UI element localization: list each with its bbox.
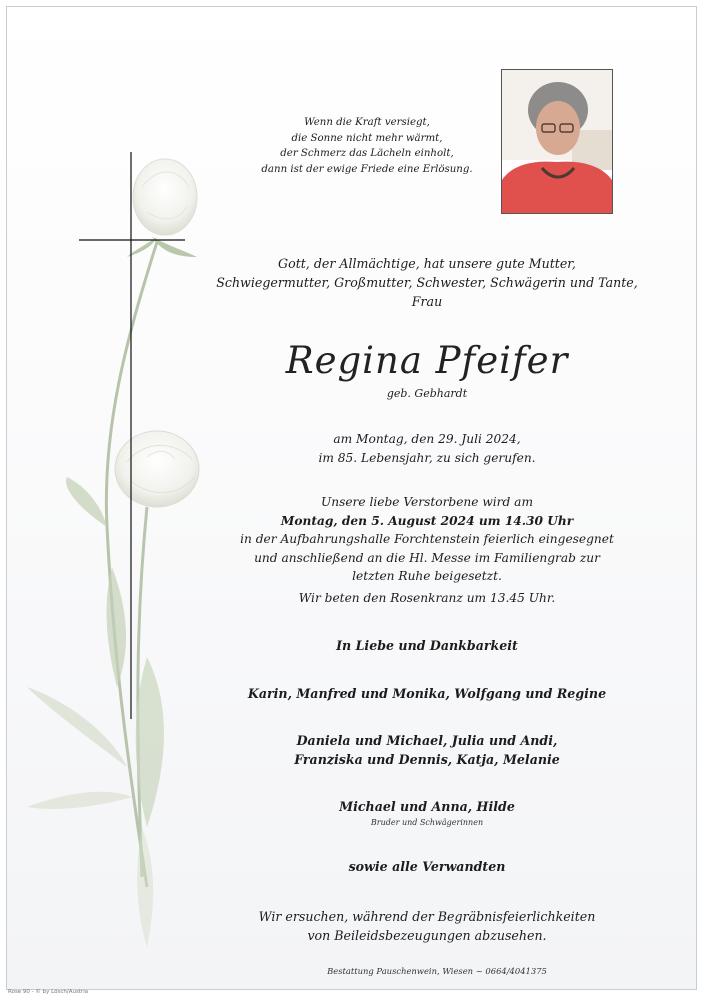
family-siblings: Michael und Anna, Hilde [339,799,515,814]
family-grandchildren [202,732,652,769]
service-line: letzten Ruhe beigesetzt. [352,569,502,583]
death-line: am Montag, den 29. Juli 2024, [333,432,521,446]
service-line: und anschließend an die Hl. Messe im Familiengrab zur [254,550,600,565]
funeral-service [202,493,652,586]
motto-line: die Sonne nicht mehr wärmt, [291,132,443,144]
request-line: Wir ersuchen, während der Begräbnisfeierlichkeiten [258,909,596,924]
birth-name: geb. Gebhardt [386,387,468,400]
portrait-image [502,70,612,213]
lower-rose [115,431,199,507]
condolence-request [202,907,652,945]
motto-line: dann ist der ewige Friede eine Erlösung. [261,163,473,175]
motto-verse [247,115,487,177]
intro-line: Gott, der Allmächtige, hat unsere gute Mutter, [278,256,576,271]
request-line: von Beileidsbezeugungen abzusehen. [307,928,547,943]
service-date-time: Montag, den 5. August 2024 um 14.30 Uhr [280,513,574,528]
top-rose [133,159,197,235]
siblings-note: Bruder und Schwägerinnen [370,818,484,827]
motto-line: Wenn die Kraft versiegt, [304,117,430,128]
motto-line: der Schmerz das Lächeln einholt, [280,148,454,160]
service-line: Unsere liebe Verstorbene wird am [320,495,534,509]
family-relatives: sowie alle Verwandten [348,859,506,874]
grandchildren-line: Franziska und Dennis, Katja, Melanie [294,751,560,767]
signoff: In Liebe und Dankbarkeit [336,638,518,653]
deceased-name: Regina Pfeifer [285,339,569,382]
grandchildren-line: Daniela und Michael, Julia und Andi, [296,733,558,748]
intro-line: Frau [411,294,443,310]
portrait-photo [501,69,613,214]
intro-text [202,254,652,312]
service-line: in der Aufbahrungshalle Forchtenstein feierlich eingesegnet [240,532,614,546]
image-credit: Rose 90 - © by Lösch/Austria [8,989,89,995]
obituary-sheet [6,6,697,990]
family-children: Karin, Manfred und Monika, Wolfgang und Regine [247,686,607,701]
rosary-notice: Wir beten den Rosenkranz um 13.45 Uhr. [298,591,556,605]
intro-line: Schwiegermutter, Großmutter, Schwester, Schwägerin und Tante, [216,275,638,291]
undertaker-info: Bestattung Pauschenwein, Wiesen ~ 0664/4041375 [327,966,547,976]
death-line: im 85. Lebensjahr, zu sich gerufen. [318,450,536,465]
death-notice [202,430,652,467]
